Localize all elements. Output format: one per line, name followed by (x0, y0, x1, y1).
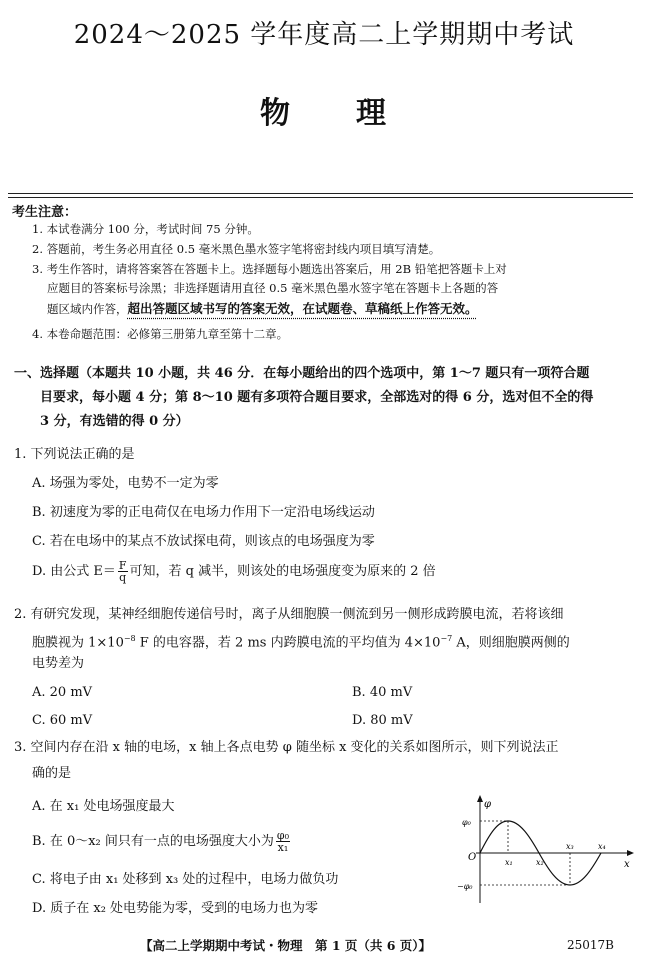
q2-option-a: A. 20 mV (32, 685, 93, 700)
q2-line-2: 胞膜视为 $1\times 10^{-8}$ F 的电容器，若 2 ms 内跨膜电流的平均值为 $4\times 10^{-7}$ A，则细胞膜两侧的 (32, 634, 570, 651)
section-line-2: 目要求，每小题 4 分；第 8～10 题有多项符合题目要求，全部选对的得 6 分，选对但不全的得 (40, 390, 594, 405)
notice-item-3-end: 题区域内作答，超出答题区域书写的答案无效，在试题卷、草稿纸上作答无效。 (47, 301, 478, 316)
notice-item-3: 3. 考生作答时，请将答案答在答题卡上。选择题每小题选出答案后，用 2B 铅笔把答题卡上对 (32, 262, 507, 276)
label-x2: x₂ (536, 858, 544, 867)
label-phi0: φ₀ (462, 818, 471, 827)
exam-code: 25017B (567, 938, 614, 952)
notice-item-1: 1. 本试卷满分 100 分，考试时间 75 分钟。 (32, 222, 259, 236)
b-fraction: $\frac{\text{φ₀}}{\text{x₁}}$ (276, 829, 290, 854)
q2-option-b: B. 40 mV (352, 685, 413, 700)
divider-thin (8, 197, 633, 198)
label-origin: O (468, 852, 477, 863)
q3-line-1: 3. 空间内存在沿 x 轴的电场，x 轴上各点电势 φ 随坐标 x 变化的关系如图所示，则下列说法正 (14, 740, 559, 755)
section-line-3: 3 分，有选错的得 0 分） (40, 414, 189, 429)
q1-option-b: B. 初速度为零的正电荷仅在电场力作用下一定沿电场线运动 (32, 505, 375, 520)
q2-option-d: D. 80 mV (352, 713, 413, 728)
notice-heading: 考生注意： (12, 205, 78, 220)
label-x3: x₃ (566, 842, 574, 851)
q1-stem: 1. 下列说法正确的是 (14, 447, 135, 462)
exam-title: 2024～2025 学年度高二上学期期中考试 (73, 20, 575, 50)
label-x4: x₄ (598, 842, 606, 851)
q3-option-a: A. 在 x₁ 处电场强度最大 (32, 799, 175, 814)
divider-thick (8, 193, 633, 194)
label-x1: x₁ (505, 858, 513, 867)
label-phi: φ (484, 799, 492, 810)
notice-item-4: 4. 本卷命题范围：必修第三册第九章至第十二章。 (32, 327, 289, 341)
section-line-1: 一、选择题（本题共 10 小题，共 46 分．在每小题给出的四个选项中，第 1～7 题只有一项符合题 (14, 366, 590, 381)
q3-option-c: C. 将电子由 x₁ 处移到 x₃ 处的过程中，电场力做负功 (32, 872, 339, 887)
q1-option-a: A. 场强为零处，电势不一定为零 (32, 476, 219, 491)
notice-item-3-cont: 应题目的答案标号涂黑；非选择题请用直径 0.5 毫米黑色墨水签字笔在答题卡上各题的答 (47, 281, 499, 295)
page-footer: 【高二上学期期中考试・物理 第 1 页（共 6 页）】 (140, 938, 432, 953)
subject-title: 物 理 (260, 96, 388, 131)
q1-option-d: D. 由公式 E＝ $\frac{F}{q}$ 可知，若 q 减半，则该处的电场强度变为原来的 2 倍 (32, 559, 436, 584)
phi-axis-arrow (477, 795, 483, 802)
q2-line-3: 电势差为 (32, 656, 85, 671)
q3-option-b: B. 在 0～x₂ 间只有一点的电场强度大小为 $\frac{\text{φ₀}}{\text{x₁}}$ (32, 829, 290, 854)
q1-option-c: C. 若在电场中的某点不放试探电荷，则该点的电场强度为零 (32, 534, 375, 549)
potential-graph (448, 795, 638, 905)
q2-line-1: 2. 有研究发现，某神经细胞传递信号时，离子从细胞膜一侧流到另一侧形成跨膜电流，若将该细 (14, 607, 564, 622)
notice-emphasis: 超出答题区域书写的答案无效，在试题卷、草稿纸上作答无效。 (127, 301, 478, 316)
section-instructions (14, 362, 636, 434)
label-neg-phi0: −φ₀ (457, 882, 473, 891)
x-axis-arrow (627, 850, 634, 856)
q2-option-c: C. 60 mV (32, 713, 93, 728)
q3-line-2: 确的是 (32, 766, 72, 781)
q3-option-d: D. 质子在 x₂ 处电势能为零，受到的电场力也为零 (32, 901, 319, 916)
formula-fraction: $\frac{F}{q}$ (118, 559, 127, 584)
notice-item-2: 2. 答题前，考生务必用直径 0.5 毫米黑色墨水签字笔将密封线内项目填写清楚。 (32, 242, 441, 256)
label-x: x (624, 859, 630, 870)
